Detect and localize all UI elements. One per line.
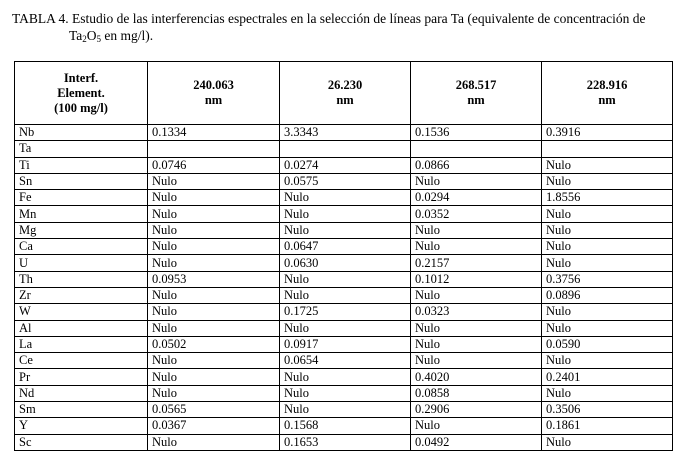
table-row (15, 434, 673, 450)
value-cell: Nulo (280, 271, 411, 287)
value-cell: Nulo (542, 353, 673, 369)
value-cell: 0.0575 (280, 173, 411, 189)
header-interfering-element: Interf. Element. (100 mg/l) (15, 62, 148, 125)
value-cell: 0.1334 (148, 125, 280, 141)
value-cell: 0.0866 (411, 157, 542, 173)
value-cell (148, 141, 280, 157)
value-cell: 0.3756 (542, 271, 673, 287)
value-cell: 0.2401 (542, 369, 673, 385)
value-cell: 0.3506 (542, 402, 673, 418)
element-cell: Ce (15, 353, 148, 369)
value-cell: Nulo (411, 353, 542, 369)
element-cell: Nd (15, 385, 148, 401)
value-cell: 0.0352 (411, 206, 542, 222)
value-cell: Nulo (411, 173, 542, 189)
element-cell: Al (15, 320, 148, 336)
value-cell: Nulo (280, 402, 411, 418)
value-cell: 0.0590 (542, 336, 673, 352)
value-cell: Nulo (148, 434, 280, 450)
table-row (15, 402, 673, 418)
element-cell: Sc (15, 434, 148, 450)
value-cell: 0.0565 (148, 402, 280, 418)
interference-table (14, 61, 673, 451)
value-cell: 0.0630 (280, 255, 411, 271)
value-cell: Nulo (148, 353, 280, 369)
value-cell: Nulo (411, 336, 542, 352)
value-cell: Nulo (542, 320, 673, 336)
value-cell: 0.1536 (411, 125, 542, 141)
element-cell: Fe (15, 190, 148, 206)
element-cell: Mn (15, 206, 148, 222)
value-cell: Nulo (148, 173, 280, 189)
value-cell: Nulo (148, 206, 280, 222)
value-cell: Nulo (542, 385, 673, 401)
value-cell: Nulo (148, 239, 280, 255)
value-cell: Nulo (542, 239, 673, 255)
table-header-row (15, 62, 673, 125)
value-cell: Nulo (542, 255, 673, 271)
table-caption (12, 10, 677, 44)
value-cell: 0.0896 (542, 287, 673, 303)
table-row (15, 173, 673, 189)
value-cell: Nulo (411, 239, 542, 255)
value-cell: Nulo (280, 320, 411, 336)
value-cell: 0.0953 (148, 271, 280, 287)
header-wavelength-3: 268.517 nm (411, 62, 542, 125)
value-cell: Nulo (148, 190, 280, 206)
element-cell: Ca (15, 239, 148, 255)
element-cell: Sm (15, 402, 148, 418)
value-cell: 0.1012 (411, 271, 542, 287)
value-cell: 0.0367 (148, 418, 280, 434)
table-row (15, 336, 673, 352)
table-row (15, 222, 673, 238)
header-wavelength-4: 228.916 nm (542, 62, 673, 125)
element-cell: Pr (15, 369, 148, 385)
element-cell: Zr (15, 287, 148, 303)
caption-line-2: $Ta_2O_5$ en mg/l). (69, 28, 154, 44)
element-cell: U (15, 255, 148, 271)
element-cell: La (15, 336, 148, 352)
value-cell: Nulo (411, 418, 542, 434)
value-cell: 0.1725 (280, 304, 411, 320)
value-cell (542, 141, 673, 157)
value-cell: 0.1653 (280, 434, 411, 450)
value-cell: 0.0492 (411, 434, 542, 450)
table-row (15, 320, 673, 336)
value-cell: 0.0502 (148, 336, 280, 352)
element-cell: Th (15, 271, 148, 287)
value-cell: Nulo (148, 320, 280, 336)
value-cell: Nulo (148, 255, 280, 271)
value-cell: 0.0274 (280, 157, 411, 173)
value-cell: Nulo (148, 304, 280, 320)
value-cell: 0.3916 (542, 125, 673, 141)
element-cell: Y (15, 418, 148, 434)
value-cell: Nulo (280, 222, 411, 238)
table-row (15, 418, 673, 434)
value-cell: Nulo (280, 190, 411, 206)
value-cell: 0.1568 (280, 418, 411, 434)
value-cell: Nulo (411, 320, 542, 336)
table-body (15, 125, 673, 451)
table-row (15, 304, 673, 320)
element-cell: Sn (15, 173, 148, 189)
element-cell: W (15, 304, 148, 320)
header-wavelength-2: 26.230 nm (280, 62, 411, 125)
value-cell: Nulo (280, 369, 411, 385)
value-cell: 0.2906 (411, 402, 542, 418)
value-cell: Nulo (542, 157, 673, 173)
value-cell (280, 141, 411, 157)
value-cell: 0.0647 (280, 239, 411, 255)
table-row (15, 239, 673, 255)
value-cell: Nulo (542, 173, 673, 189)
value-cell: Nulo (542, 434, 673, 450)
element-cell: Nb (15, 125, 148, 141)
table-row (15, 353, 673, 369)
table-row (15, 271, 673, 287)
value-cell: 0.0858 (411, 385, 542, 401)
value-cell: Nulo (542, 206, 673, 222)
value-cell: Nulo (148, 287, 280, 303)
element-cell: Mg (15, 222, 148, 238)
table-row (15, 255, 673, 271)
table-row (15, 157, 673, 173)
table-row (15, 125, 673, 141)
value-cell: Nulo (280, 287, 411, 303)
value-cell (411, 141, 542, 157)
table-row (15, 141, 673, 157)
header-wavelength-1: 240.063 nm (148, 62, 280, 125)
value-cell: 0.0654 (280, 353, 411, 369)
element-cell: Ta (15, 141, 148, 157)
value-cell: 0.2157 (411, 255, 542, 271)
value-cell: Nulo (542, 222, 673, 238)
value-cell: Nulo (148, 385, 280, 401)
value-cell: Nulo (280, 385, 411, 401)
value-cell: 0.0294 (411, 190, 542, 206)
value-cell: Nulo (411, 222, 542, 238)
value-cell: 0.0917 (280, 336, 411, 352)
value-cell: Nulo (542, 304, 673, 320)
value-cell: Nulo (148, 369, 280, 385)
value-cell: 0.1861 (542, 418, 673, 434)
element-cell: Ti (15, 157, 148, 173)
value-cell: 1.8556 (542, 190, 673, 206)
table-row (15, 385, 673, 401)
value-cell: 3.3343 (280, 125, 411, 141)
value-cell: Nulo (411, 287, 542, 303)
value-cell: 0.4020 (411, 369, 542, 385)
table-row (15, 369, 673, 385)
value-cell: 0.0323 (411, 304, 542, 320)
table-row (15, 206, 673, 222)
table-row (15, 287, 673, 303)
value-cell: 0.0746 (148, 157, 280, 173)
value-cell: Nulo (280, 206, 411, 222)
value-cell: Nulo (148, 222, 280, 238)
caption-line-1: TABLA 4. Estudio de las interferencias espectrales en la selección de líneas para Ta (equivalente de concentración de (12, 11, 646, 26)
table-row (15, 190, 673, 206)
